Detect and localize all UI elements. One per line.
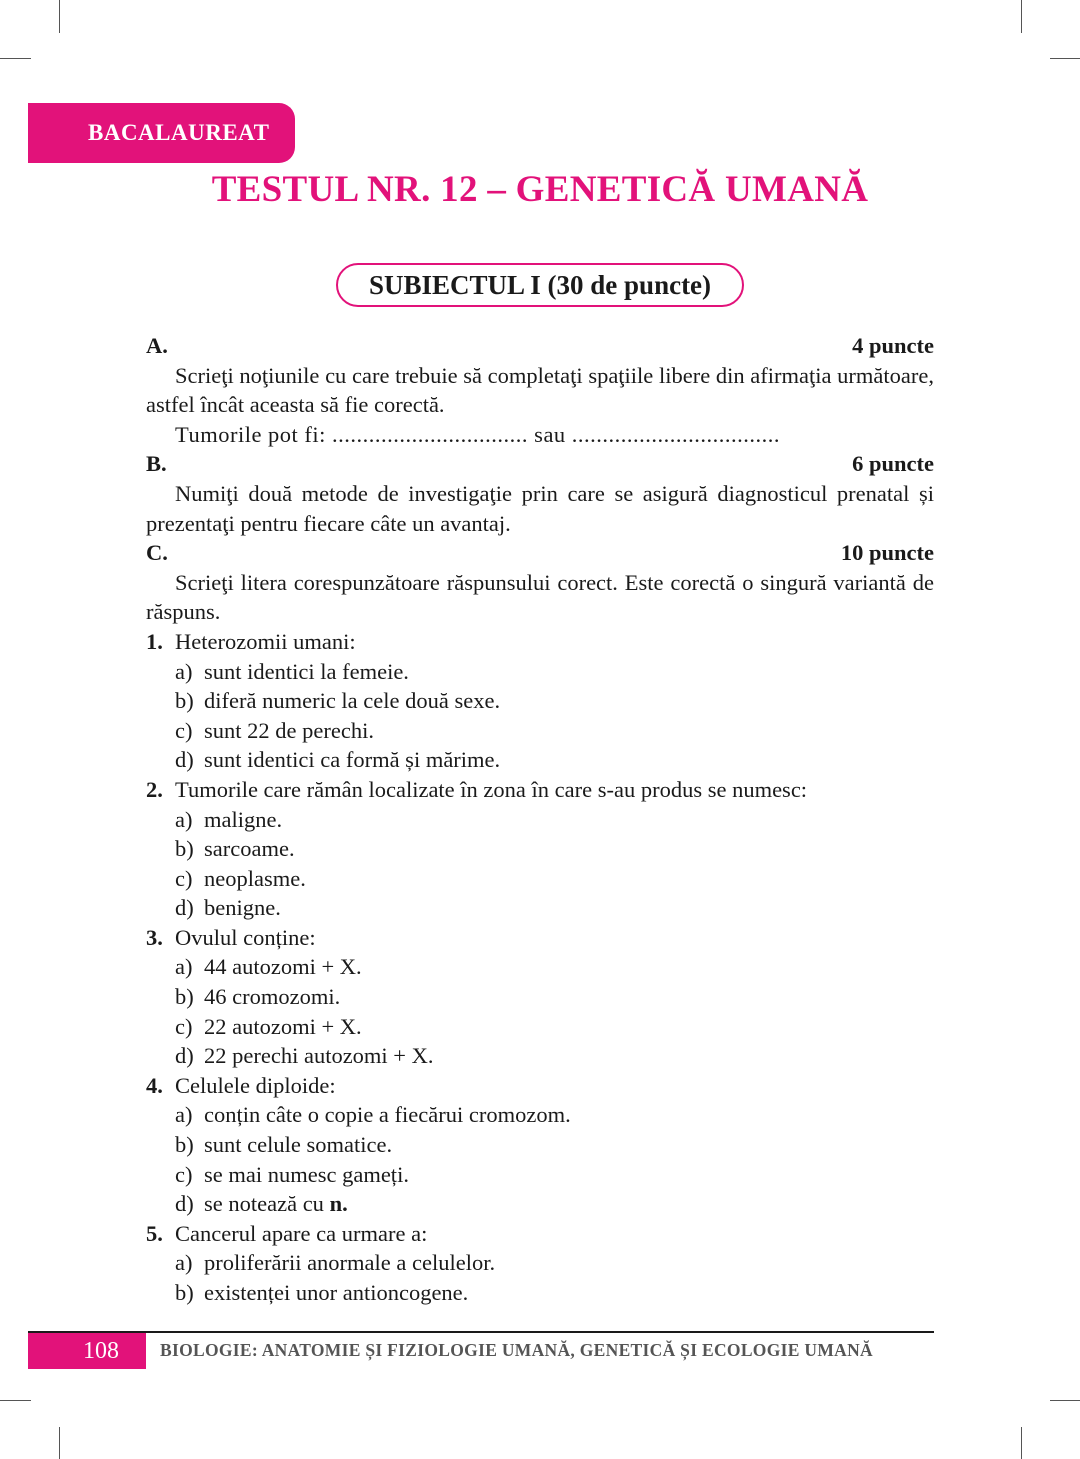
answer-option bbox=[146, 716, 934, 746]
question-item bbox=[146, 1071, 934, 1101]
exam-ribbon bbox=[28, 103, 295, 163]
option-letter: c) bbox=[175, 865, 193, 891]
footer-title: BIOLOGIE: ANATOMIE ȘI FIZIOLOGIE UMANĂ, GENETICĂ ȘI ECOLOGIE UMANĂ bbox=[160, 1340, 873, 1360]
question-number: 4. bbox=[146, 1072, 163, 1098]
option-text: 44 autozomi + X. bbox=[204, 954, 362, 980]
test-content bbox=[146, 331, 934, 1308]
section-a-instruction: Scrieţi noţiunile cu care trebuie să completaţi spaţiile libere din afirmaţia următoare, astfel încât aceasta să fie corectă. bbox=[146, 362, 934, 418]
crop-mark bbox=[1021, 0, 1022, 33]
option-text: sunt identici la femeie. bbox=[204, 658, 409, 684]
question-text: Cancerul apare ca urmare a: bbox=[175, 1220, 428, 1246]
option-text: 22 autozomi + X. bbox=[204, 1013, 362, 1039]
option-letter: c) bbox=[175, 1161, 193, 1187]
section-letter: C. bbox=[146, 540, 168, 566]
option-text: se notează cu bbox=[204, 1191, 330, 1217]
answer-option bbox=[146, 1041, 934, 1071]
option-letter: b) bbox=[175, 1132, 194, 1158]
section-c-instruction: Scrieţi litera corespunzătoare răspunsului corect. Este corectă o singură variantă de răspuns. bbox=[146, 569, 934, 625]
crop-mark bbox=[1050, 58, 1080, 59]
section-b-instruction: Numiţi două metode de investigaţie prin care se asigură diagnosticul prenatal și prezentaţi pentru fiecare câte un avantaj. bbox=[146, 480, 934, 536]
option-letter: a) bbox=[175, 1250, 193, 1276]
question-number: 2. bbox=[146, 776, 163, 802]
option-text: neoplasme. bbox=[204, 865, 306, 891]
answer-option bbox=[146, 1160, 934, 1190]
answer-option bbox=[146, 864, 934, 894]
option-text: existenței unor antioncogene. bbox=[204, 1280, 469, 1305]
question-item bbox=[146, 1219, 934, 1249]
option-letter: c) bbox=[175, 1013, 193, 1039]
question-number: 5. bbox=[146, 1220, 163, 1246]
option-text: sunt identici ca formă și mărime. bbox=[204, 747, 501, 773]
crop-mark bbox=[0, 1400, 31, 1401]
section-b-header bbox=[146, 449, 934, 479]
option-letter: a) bbox=[175, 806, 193, 832]
option-letter: d) bbox=[175, 747, 194, 773]
question-text: Heterozomii umani: bbox=[175, 628, 356, 654]
answer-option bbox=[146, 1100, 934, 1130]
option-letter: b) bbox=[175, 1280, 194, 1305]
page-number bbox=[28, 1333, 146, 1369]
page-title: TESTUL NR. 12 – GENETICĂ UMANĂ bbox=[211, 169, 869, 210]
section-a-header bbox=[146, 331, 934, 361]
question-text: Tumorile care rămân localizate în zona în care s-au produs se numesc: bbox=[175, 776, 808, 802]
ribbon-label: BACALAUREAT bbox=[88, 120, 270, 145]
option-letter: b) bbox=[175, 836, 194, 862]
question-text: Ovulul conține: bbox=[175, 924, 316, 950]
option-letter: d) bbox=[175, 895, 194, 921]
option-text: benigne. bbox=[204, 895, 281, 921]
section-points: 4 puncte bbox=[852, 333, 934, 358]
option-letter: a) bbox=[175, 658, 193, 684]
option-bold-text: n. bbox=[329, 1191, 348, 1217]
option-letter: c) bbox=[175, 717, 193, 743]
answer-option bbox=[146, 982, 934, 1012]
option-text: sunt 22 de perechi. bbox=[204, 717, 374, 743]
section-letter: B. bbox=[146, 451, 167, 477]
section-letter: A. bbox=[146, 333, 168, 358]
crop-mark bbox=[59, 0, 60, 33]
answer-option bbox=[146, 805, 934, 835]
question-list bbox=[146, 627, 934, 1308]
answer-option bbox=[146, 686, 934, 716]
answer-option bbox=[146, 1130, 934, 1160]
page-number-label: 108 bbox=[83, 1337, 119, 1364]
answer-option bbox=[146, 1189, 934, 1219]
option-text: 22 perechi autozomi + X. bbox=[204, 1043, 434, 1069]
question-item bbox=[146, 627, 934, 657]
answer-option bbox=[146, 893, 934, 923]
crop-mark bbox=[0, 58, 31, 59]
option-text: se mai numesc gameți. bbox=[204, 1161, 409, 1187]
answer-option bbox=[146, 834, 934, 864]
option-text: sunt celule somatice. bbox=[204, 1132, 393, 1158]
question-text: Celulele diploide: bbox=[175, 1072, 336, 1098]
crop-mark bbox=[1021, 1427, 1022, 1459]
answer-option bbox=[146, 1012, 934, 1042]
option-letter: d) bbox=[175, 1191, 194, 1217]
option-letter: b) bbox=[175, 688, 194, 714]
answer-option bbox=[146, 657, 934, 687]
option-text: maligne. bbox=[204, 806, 283, 832]
question-number: 1. bbox=[146, 628, 163, 654]
section-a-statement: Tumorile pot fi: ................................ sau .................................. bbox=[175, 421, 781, 447]
crop-mark bbox=[1050, 1400, 1080, 1401]
subject-heading bbox=[336, 263, 744, 307]
option-text: diferă numeric la cele două sexe. bbox=[204, 688, 501, 714]
option-letter: a) bbox=[175, 954, 193, 980]
option-letter: b) bbox=[175, 984, 194, 1010]
option-text: conțin câte o copie a fiecărui cromozom. bbox=[204, 1102, 571, 1128]
question-number: 3. bbox=[146, 924, 163, 950]
option-text: 46 cromozomi. bbox=[204, 984, 341, 1010]
question-item bbox=[146, 775, 934, 805]
question-item bbox=[146, 923, 934, 953]
answer-option bbox=[146, 1278, 934, 1308]
answer-option bbox=[146, 952, 934, 982]
option-letter: a) bbox=[175, 1102, 193, 1128]
option-letter: d) bbox=[175, 1043, 194, 1069]
answer-option bbox=[146, 745, 934, 775]
option-text: sarcoame. bbox=[204, 836, 295, 862]
crop-mark bbox=[59, 1427, 60, 1459]
footer-rule bbox=[28, 1331, 934, 1333]
answer-option bbox=[146, 1248, 934, 1278]
section-points: 6 puncte bbox=[852, 451, 934, 477]
section-points: 10 puncte bbox=[840, 540, 934, 566]
option-text: proliferării anormale a celulelor. bbox=[204, 1250, 496, 1276]
subject-label: SUBIECTUL I (30 de puncte) bbox=[368, 269, 712, 300]
section-c-header bbox=[146, 538, 934, 568]
